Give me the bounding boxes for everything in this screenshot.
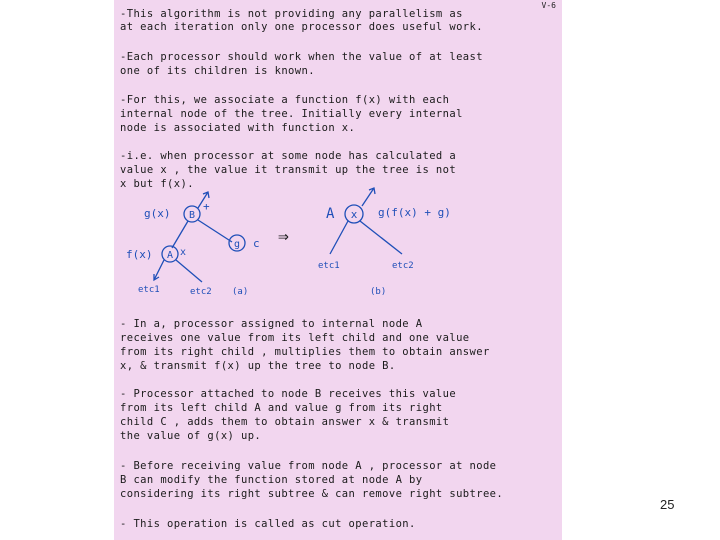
transform-arrow: ⇒ (278, 226, 289, 247)
edge-x-right (360, 221, 402, 254)
edge-up-from-x (362, 188, 374, 206)
text-line: child C , adds them to obtain answer x & transmit (120, 416, 450, 428)
label-f-x: f(x) (126, 248, 153, 261)
text-line: - Before receiving value from node A , processor at node (120, 460, 497, 472)
text-line: value x , the value it transmit up the tree is not (120, 164, 457, 176)
edge-b-c (198, 220, 232, 242)
leaf-etc1: etc1 (318, 261, 340, 271)
text-line: B can modify the function stored at node A by (120, 474, 423, 486)
edge-b-a (172, 221, 188, 248)
text-line: considering its right subtree & can remove right subtree. (120, 488, 504, 500)
text-line: -For this, we associate a function f(x) with each (120, 94, 450, 106)
node-op-x: x (350, 208, 358, 221)
text-line: - Processor attached to node B receives this value (120, 388, 457, 400)
text-line: internal node of the tree. Initially every internal (120, 108, 463, 120)
text-line: x, & transmit f(x) up the tree to node B. (120, 360, 396, 372)
op-times: x (180, 247, 187, 258)
text-line: -This algorithm is not providing any parallelism as (120, 8, 463, 20)
label-expression: g(f(x) + g) (378, 206, 451, 219)
node-a-label: A (166, 250, 174, 261)
leaf-etc1: etc1 (138, 285, 160, 295)
slide-number: 25 (660, 497, 675, 512)
edge-x-left (330, 221, 348, 254)
text-line: x but f(x). (120, 178, 194, 190)
handwritten-notes-page (114, 0, 562, 540)
edge-a-right (176, 260, 202, 282)
op-plus: + (203, 200, 210, 213)
node-c-label: g (233, 239, 241, 250)
text-line: from its left child A and value g from its right (120, 402, 443, 414)
label-a: A (326, 206, 335, 222)
label-g-x: g(x) (144, 207, 171, 220)
tree-diagram (114, 180, 562, 300)
text-line: node is associated with function x. (120, 122, 356, 134)
text-line: -i.e. when processor at some node has calculated a (120, 150, 457, 162)
caption-b: (b) (370, 287, 387, 297)
leaf-etc2: etc2 (190, 287, 212, 297)
page-reference: V-6 (541, 1, 556, 10)
node-b-label: B (188, 210, 196, 221)
text-line: - In a, processor assigned to internal node A (120, 318, 423, 330)
text-line: one of its children is known. (120, 65, 315, 77)
label-c: c (253, 237, 260, 250)
leaf-etc2: etc2 (392, 261, 414, 271)
text-line: receives one value from its left child and one value (120, 332, 470, 344)
text-line: - This operation is called as cut operation. (120, 518, 416, 530)
text-line: at each iteration only one processor does useful work. (120, 21, 483, 33)
caption-a: (a) (232, 287, 249, 297)
text-line: from its right child , multiplies them to obtain answer (120, 346, 490, 358)
text-line: the value of g(x) up. (120, 430, 262, 442)
text-line: -Each processor should work when the value of at least (120, 51, 483, 63)
